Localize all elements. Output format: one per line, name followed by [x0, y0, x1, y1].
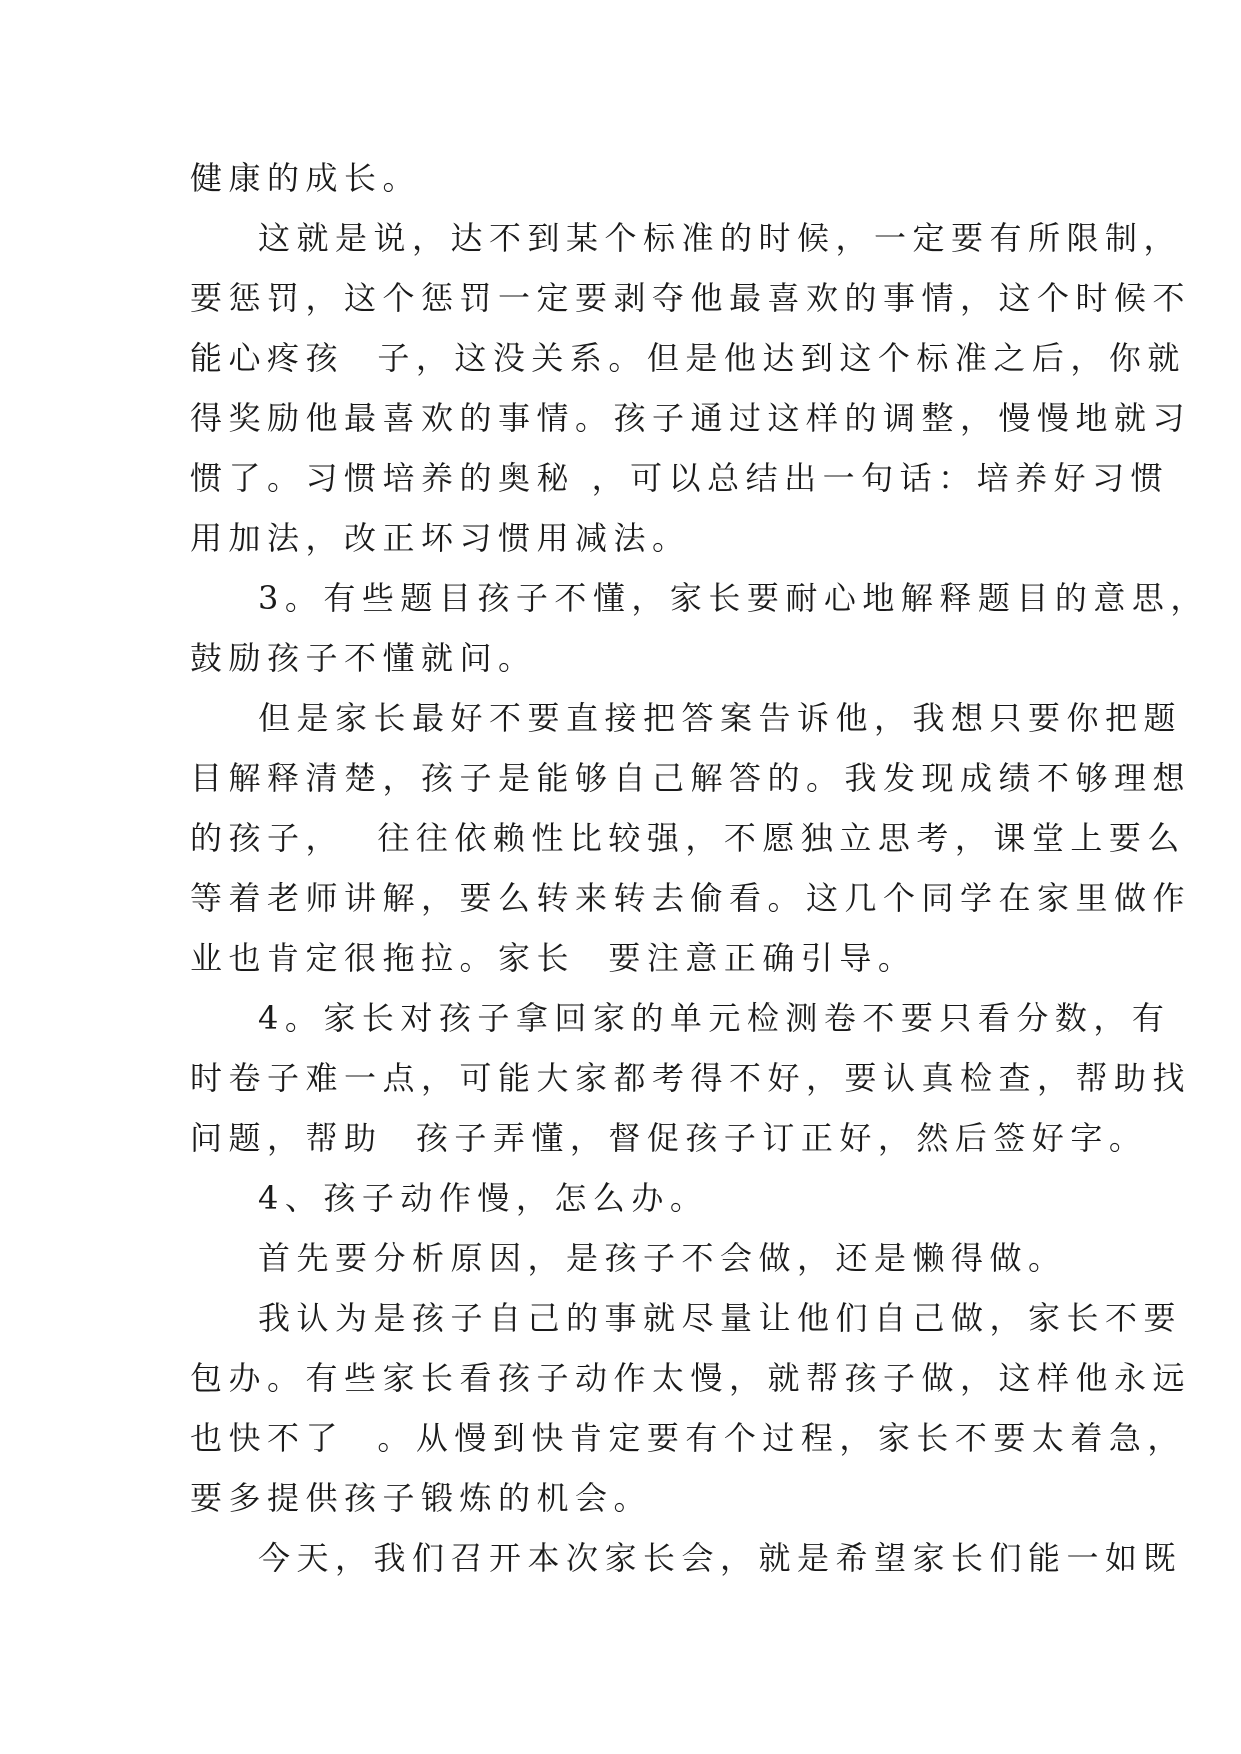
- text-line: 能心疼孩 子，这没关系。但是他达到这个标准之后，你就: [190, 339, 1186, 377]
- text-line: 要惩罚，这个惩罚一定要剥夺他最喜欢的事情，这个时候不: [190, 279, 1192, 317]
- text-line: 也快不了 。从慢到快肯定要有个过程，家长不要太着急，: [190, 1419, 1186, 1457]
- text-line: 目解释清楚，孩子是能够自己解答的。我发现成绩不够理想: [190, 759, 1192, 797]
- text-line: 包办。有些家长看孩子动作太慢，就帮孩子做，这样他永远: [190, 1359, 1192, 1397]
- text-line: 4。家长对孩子拿回家的单元检测卷不要只看分数，有: [258, 999, 1171, 1037]
- text-line: 时卷子难一点，可能大家都考得不好，要认真检查，帮助找: [190, 1059, 1192, 1097]
- text-line: 这就是说，达不到某个标准的时候，一定要有所限制，: [258, 219, 1183, 257]
- text-line: 今天，我们召开本次家长会，就是希望家长们能一如既: [258, 1539, 1183, 1577]
- text-line: 问题，帮助 孩子弄懂，督促孩子订正好，然后签好字。: [190, 1119, 1148, 1157]
- text-line: 鼓励孩子不懂就问。: [190, 639, 537, 677]
- text-line: 健康的成长。: [190, 159, 422, 197]
- text-line: 我认为是孩子自己的事就尽量让他们自己做，家长不要: [258, 1299, 1183, 1337]
- text-line: 惯了。习惯培养的奥秘 ，可以总结出一句话：培养好习惯: [190, 459, 1170, 497]
- text-line: 得奖励他最喜欢的事情。孩子通过这样的调整，慢慢地就习: [190, 399, 1192, 437]
- text-line: 3。有些题目孩子不懂，家长要耐心地解释题目的意思，: [258, 579, 1209, 617]
- text-line: 业也肯定很拖拉。家长 要注意正确引导。: [190, 939, 917, 977]
- text-line: 等着老师讲解，要么转来转去偷看。这几个同学在家里做作: [190, 879, 1192, 917]
- text-line: 要多提供孩子锻炼的机会。: [190, 1479, 653, 1517]
- document-body: [190, 148, 1209, 1588]
- text-line: 首先要分析原因，是孩子不会做，还是懒得做。: [258, 1239, 1067, 1277]
- text-line: 用加法，改正坏习惯用减法。: [190, 519, 691, 557]
- text-line: 的孩子， 往往依赖性比较强，不愿独立思考，课堂上要么: [190, 819, 1186, 857]
- text-line: 但是家长最好不要直接把答案告诉他，我想只要你把题: [258, 699, 1183, 737]
- text-line: 4、孩子动作慢，怎么办。: [258, 1179, 709, 1217]
